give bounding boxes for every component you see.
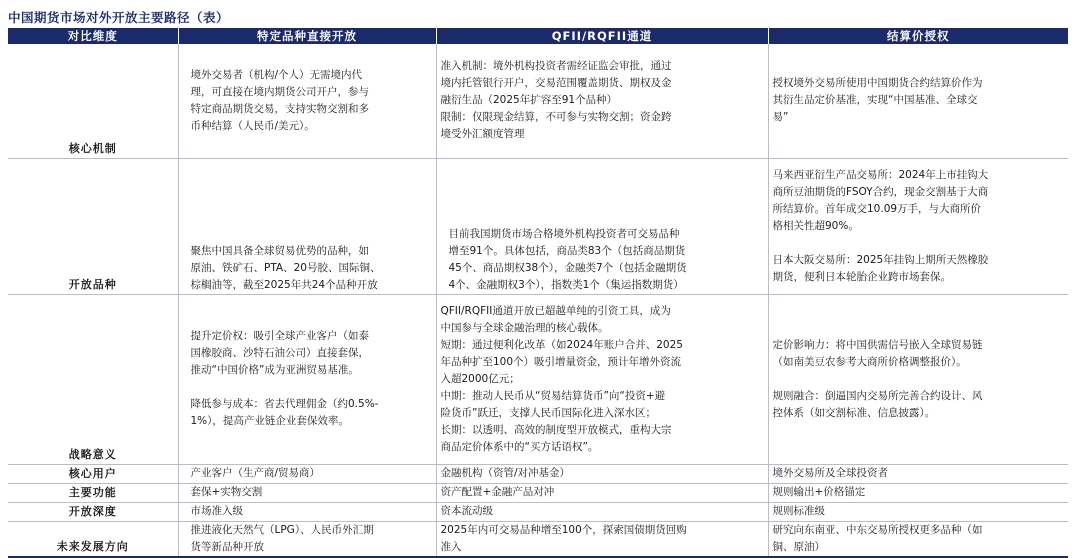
header-dimension: 对比维度 <box>8 28 178 44</box>
cell-settlement: 马来西亚衍生产品交易所：2024年上市挂钩大 商所豆油期货的FSOY合约，现金交割基于大商 所结算价。首年成交10.09万手，与大商所价 格相关性超90%。 日本大阪交易所：2025年挂钩上期所天然橡胶 期货，便利日本轮胎企业跨市场套保。 <box>768 158 1068 294</box>
comparison-table <box>8 28 1068 558</box>
header-settlement-license: 结算价授权 <box>768 28 1068 44</box>
cell-direct: 提升定价权：吸引全球产业客户（如泰 国橡胶商、沙特石油公司）直接套保， 推动“中国价格”成为亚洲贸易基准。 降低参与成本：省去代理佣金（约0.5%- 1%），提高产业链企业套保效率。 <box>178 294 436 464</box>
cell-qfii: 2025年内可交易品种增至100个，探索国债期货回购 准入 <box>436 521 768 557</box>
table-row <box>8 521 1068 557</box>
cell-qfii: 资产配置+金融产品对冲 <box>436 483 768 502</box>
cell-direct: 推进液化天然气（LPG）、人民币外汇期 货等新品种开放 <box>178 521 436 557</box>
row-label: 未来发展方向 <box>8 521 178 557</box>
row-label: 开放品种 <box>8 158 178 294</box>
cell-direct: 市场准入级 <box>178 502 436 521</box>
row-label: 核心机制 <box>8 44 178 158</box>
cell-qfii: 金融机构（资管/对冲基金） <box>436 464 768 483</box>
cell-qfii: 目前我国期货市场合格境外机构投资者可交易品种 增至91个。具体包括，商品类83个（包括商品期货 45个、商品期权38个），金融类7个（包括金融期货 4个、金融期权3个），指数类1个（集运指数期货） <box>436 158 768 294</box>
table-row <box>8 158 1068 294</box>
cell-qfii: 准入机制：境外机构投资者需经证监会审批，通过 境内托管银行开户，交易范围覆盖期货、期权及金 融衍生品（2025年扩容至91个品种） 限制：仅限现金结算，不可参与实物交割；资金跨 境受外汇额度管理 <box>436 44 768 158</box>
cell-direct: 产业客户（生产商/贸易商） <box>178 464 436 483</box>
cell-direct: 境外交易者（机构/个人）无需境内代 理，可直接在境内期货公司开户，参与 特定商品期货交易，支持实物交割和多 币种结算（人民币/美元）。 <box>178 44 436 158</box>
table-row <box>8 483 1068 502</box>
table-title: 中国期货市场对外开放主要路径（表） <box>8 10 230 25</box>
table-row <box>8 464 1068 483</box>
table-row <box>8 502 1068 521</box>
cell-settlement: 规则输出+价格锚定 <box>768 483 1068 502</box>
row-label: 核心用户 <box>8 464 178 483</box>
cell-qfii: QFII/RQFII通道开放已超越单纯的引资工具，成为 中国参与全球金融治理的核心载体。 短期：通过便利化改革（如2024年账户合并、2025 年品种扩至100个）吸引增量资金，预计年增外资流 入超2000亿元； 中期：推动人民币从“贸易结算货币”向“投资+避 险货币”跃迁，支撑人民币国际化进入深水区； 长期：以透明、高效的制度型开放模式，重构大宗 商品定价体系中的“买方话语权”。 <box>436 294 768 464</box>
row-label: 开放深度 <box>8 502 178 521</box>
header-direct-opening: 特定品种直接开放 <box>178 28 436 44</box>
row-label: 主要功能 <box>8 483 178 502</box>
table-row <box>8 294 1068 464</box>
header-qfii-channel: QFII/RQFII通道 <box>436 28 768 44</box>
cell-settlement: 境外交易所及全球投资者 <box>768 464 1068 483</box>
cell-settlement: 规则标准级 <box>768 502 1068 521</box>
cell-settlement: 定价影响力：将中国供需信号嵌入全球贸易链 （如南美豆农参考大商所价格调整报价）。 规则融合：倒逼国内交易所完善合约设计、风 控体系（如交割标准、信息披露）。 <box>768 294 1068 464</box>
cell-direct: 聚焦中国具备全球贸易优势的品种，如 原油、铁矿石、PTA、20号胶、国际铜、 棕榈油等，截至2025年共24个品种开放 <box>178 158 436 294</box>
row-label: 战略意义 <box>8 294 178 464</box>
cell-qfii: 资本流动级 <box>436 502 768 521</box>
cell-settlement: 授权境外交易所使用中国期货合约结算价作为 其衍生品定价基准，实现“中国基准、全球交 易” <box>768 44 1068 158</box>
header-row <box>8 28 1068 44</box>
cell-settlement: 研究向东南亚、中东交易所授权更多品种（如 铜、原油） <box>768 521 1068 557</box>
cell-direct: 套保+实物交割 <box>178 483 436 502</box>
table-row <box>8 44 1068 158</box>
